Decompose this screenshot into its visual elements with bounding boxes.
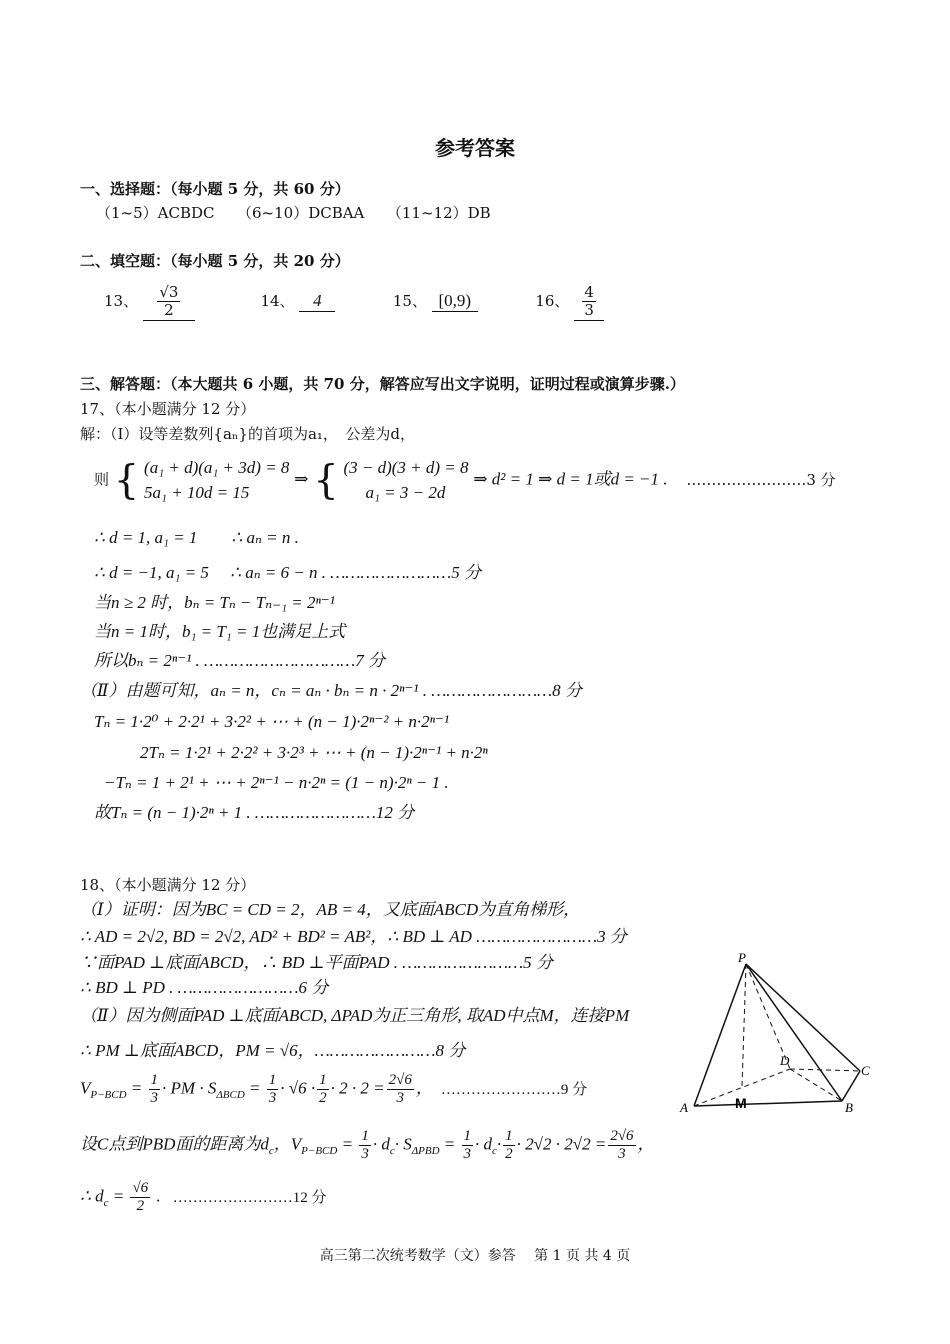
p18-heading: 18、（本小题满分 12 分） — [80, 876, 256, 894]
p17-heading: 17、（本小题满分 12 分） — [80, 400, 256, 418]
p18-line: （Ⅱ）因为侧面PAD ⊥底面ABCD, ΔPAD为正三角形, 取AD中点M，连接PM — [80, 1006, 630, 1025]
label-c: C — [861, 1063, 870, 1078]
page-title: 参考答案 — [435, 136, 515, 160]
p18-line: （Ⅰ）证明：因为BC = CD = 2，AB = 4，又底面ABCD为直角梯形， — [80, 900, 581, 919]
q15-answer: [0,9) — [432, 291, 478, 312]
label-p: P — [738, 950, 746, 965]
p17-line: （Ⅱ）由题可知，aₙ = n，cₙ = aₙ · bₙ = n · 2ⁿ⁻¹ . ……………………8 分 — [80, 681, 582, 700]
p17-line: Tₙ = 1·2⁰ + 2·2¹ + 3·2² + ⋯ + (n − 1)·2ⁿ⁻² + n·2ⁿ⁻¹ — [94, 712, 450, 731]
p18-line: ∵面PAD ⊥底面ABCD，∴ BD ⊥平面PAD . ……………………5 分 — [80, 953, 553, 972]
label-m: M — [735, 1095, 747, 1111]
p17-line: ∴ d = −1, a₁ = 5 ∴ aₙ = 6 − n . ……………………5 分 — [94, 563, 481, 582]
p17-line: 解：（Ⅰ）设等差数列{aₙ}的首项为a₁， 公差为d， — [80, 425, 416, 443]
p17-line: 故Tₙ = (n − 1)·2ⁿ + 1 . ……………………12 分 — [94, 803, 415, 822]
p18-line: ∴ AD = 2√2, BD = 2√2, AD² + BD² = AB²，∴ BD ⊥ AD ……………………3 分 — [80, 927, 627, 946]
p17-line: 当n = 1时，b₁ = T₁ = 1也满足上式 — [94, 622, 346, 641]
p18-line: ∴ PM ⊥底面ABCD，PM = √6，……………………8 分 — [80, 1041, 466, 1060]
edge-pa — [694, 964, 746, 1106]
edge-pb — [746, 964, 842, 1101]
section3-heading: 三、解答题：（本大题共 6 小题，共 70 分，解答应写出文字说明，证明过程或演算步骤.） — [80, 375, 685, 393]
edge-ab — [694, 1101, 842, 1106]
p17-line: ∴ d = 1, a₁ = 1 ∴ aₙ = n . — [94, 528, 299, 547]
label-b: B — [845, 1100, 853, 1115]
section1-heading: 一、选择题：（每小题 5 分，共 60 分） — [80, 180, 350, 198]
section2-heading: 二、填空题：（每小题 5 分，共 20 分） — [80, 252, 350, 270]
edge-pc — [746, 964, 860, 1071]
q13-answer: $\frac{√3}{2}$ — [143, 284, 195, 321]
p18-result-line: ∴ $d_c$ = $\frac{√6}{2}$ . ……………………12 分 — [80, 1180, 327, 1215]
p17-line: −Tₙ = 1 + 2¹ + ⋯ + 2ⁿ⁻¹ − n·2ⁿ = (1 − n)·2ⁿ − 1 . — [104, 773, 449, 792]
p17-line: 当n ≥ 2 时，bₙ = Tₙ − Tₙ₋₁ = 2ⁿ⁻¹ — [94, 593, 335, 612]
p17-line: 2Tₙ = 1·2¹ + 2·2² + 3·2³ + ⋯ + (n − 1)·2ⁿ⁻¹ + n·2ⁿ — [140, 743, 488, 762]
p17-system: 则 { (a₁ + d)(a₁ + 3d) = 8 5a₁ + 10d = 15 ⇒ { (3 − d)(3 + d) = 8 a₁ = 3 − 2d ⇒ d² = 1 ⇒ d = 1或d = −1 . ……………………3 分 — [94, 457, 836, 504]
edge-dc — [790, 1069, 860, 1071]
edge-bc — [842, 1071, 860, 1101]
q14-answer: 4 — [299, 291, 335, 312]
p17-line: 所以bₙ = 2ⁿ⁻¹ . …………………………7 分 — [94, 651, 385, 670]
pyramid-figure — [672, 946, 882, 1116]
segment-pm — [742, 964, 746, 1087]
edge-db — [790, 1069, 842, 1101]
choice-answers: （1~5）ACBDC （6~10）DCBAA （11~12）DB — [96, 204, 491, 222]
p18-line: ∴ BD ⊥ PD . ……………………6 分 — [80, 978, 329, 997]
label-d: D — [780, 1053, 790, 1068]
p18-distance-line: 设C点到PBD面的距离为$d_c$，$V_{P-BCD}$ = $\frac{1}{3}$ · $d_c\cdot S_{\Delta PBD}$ = $\frac{1}{3}$ · $d_c\cdot$ $\frac{1}{2}$ · 2√2 · 2√2 = $\frac{2√6}{3}$ ， — [80, 1128, 655, 1163]
label-a: A — [680, 1100, 688, 1115]
fill-answers: 13、 $\frac{√3}{2}$ 14、 4 15、 [0,9) 16、 $\frac{4}{3}$ — [104, 284, 604, 321]
q16-answer: $\frac{4}{3}$ — [574, 284, 604, 321]
p18-volume-line: $V_{P-BCD}$ = $\frac{1}{3}$ · PM · $S_{\Delta BCD}$ = $\frac{1}{3}$ · √6 · $\frac{1}{2}$ · 2 · 2 = $\frac{2√6}{3}$ ， ……………………9 分 — [80, 1072, 588, 1107]
page-footer: 高三第二次统考数学（文）参答 第 1 页 共 4 页 — [319, 1248, 631, 1264]
